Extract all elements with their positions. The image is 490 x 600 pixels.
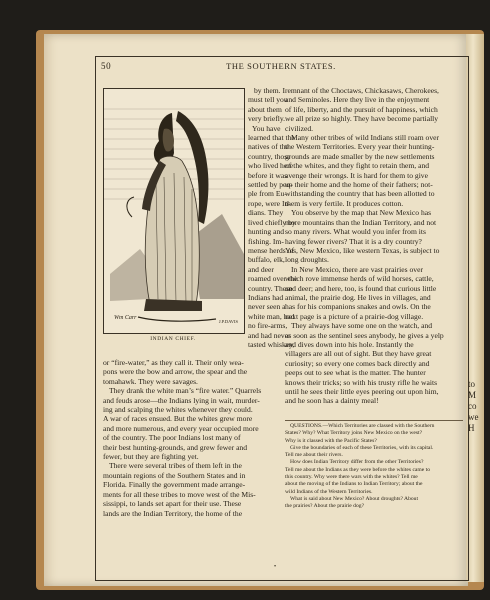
text-line: and deer; and here, too, is found that curious little <box>285 283 437 293</box>
text-line: Florida. Finally the government made arrange- <box>103 480 246 490</box>
text-line: villagers are all out of sight. But they have great <box>285 349 432 359</box>
text-line: and had never <box>248 330 291 340</box>
narrow-text-column <box>248 86 298 349</box>
text-line: Indians had <box>248 292 284 302</box>
text-line: ing and scalping the whites whenever they could. <box>103 405 253 415</box>
text-line: so many rivers. What would you infer from its <box>285 227 426 237</box>
text-line: mense herds of <box>248 245 294 255</box>
text-line: having fewer rivers? That it is a dry country? <box>285 236 422 246</box>
text-line: You observe by the map that New Mexico has <box>291 208 432 218</box>
text-line: and dives down into his hole. Instantly the <box>285 339 414 349</box>
text-line: A war of races ensued. But the whites grew more <box>103 414 253 424</box>
text-line: fewer, but they are fighting yet. <box>103 452 199 462</box>
text-line: grounds are made smaller by the new settlements <box>285 151 435 161</box>
text-line: very briefly. <box>248 114 286 124</box>
text-line: of life, liberty, and the pursuit of happiness, which <box>285 104 438 114</box>
page-number: 50 <box>101 61 112 71</box>
text-line: has for his companions snakes and owls. On the <box>285 302 431 312</box>
questions-block <box>285 423 463 511</box>
text-line: long droughts. <box>285 255 329 265</box>
text-line: by them. I <box>253 86 285 95</box>
text-line: ple from Eu- <box>248 189 287 199</box>
text-line: the Western Territories. Every year their hunting- <box>285 142 435 152</box>
text-line: fishing. Im- <box>248 236 284 246</box>
text-line: and he soon has a dainty meal! <box>285 396 379 406</box>
left-text-column <box>103 358 281 518</box>
text-line: knows their tricks; so with his trusty rifle he waits <box>285 377 438 387</box>
text-line: which rove immense herds of wild horses, cattle, <box>285 274 434 284</box>
question-line: How does Indian Territory differ from the other Territories? <box>290 459 424 466</box>
text-line: must tell you <box>248 95 288 105</box>
text-line: country, those <box>248 151 291 161</box>
text-line: natives of the <box>248 142 289 152</box>
text-line: tasted whiskey, <box>248 339 295 349</box>
question-line: What is said about New Mexico? About droughts? About <box>290 495 419 502</box>
text-line: and feuds arose—the Indians lying in wait, murder- <box>103 395 260 405</box>
text-line: ments for all these tribes to move west of the Mis- <box>103 489 256 499</box>
questions-divider <box>285 420 463 421</box>
question-line: Tell me about the Indians as they were before the whites came to <box>285 466 430 473</box>
text-line: In New Mexico, there are vast prairies over <box>291 264 423 274</box>
text-line: more mountains than the Indian Territory, and not <box>285 217 437 227</box>
question-line: this country. Why were there wars with the whites? Tell me <box>285 474 418 481</box>
text-line: roamed over the <box>248 274 298 284</box>
text-line: There were several tribes of them left in the <box>109 461 242 471</box>
text-line: until he sees their little eyes peering out upon him, <box>285 387 439 396</box>
text-line: settled by peo- <box>248 180 293 190</box>
text-line: lived chiefly by <box>248 217 296 227</box>
text-line: before it was <box>248 170 288 180</box>
right-text-column <box>285 86 463 406</box>
indian-chief-illustration <box>103 88 245 334</box>
text-line: pons were the bow and arrow, the spear and the <box>103 367 248 377</box>
text-line: never seen a <box>248 302 286 312</box>
question-line: wild Indians of the Western Territories. <box>285 488 373 495</box>
text-line: buffalo, elk, <box>248 255 285 265</box>
illustration-caption: INDIAN CHIEF. <box>150 336 196 342</box>
text-line: They drank the white man’s “fire water.” Quarrels <box>109 386 262 396</box>
text-line: learned that the <box>248 133 295 143</box>
question-line: States? Why? What Territory joins New Mexico on the west? <box>285 430 423 437</box>
question-line: Give the boundaries of each of these Territories, with its capital. <box>290 444 434 451</box>
text-line: dians. They <box>248 208 284 218</box>
text-line: sissippi, to lands set apart for their use. These <box>103 499 242 509</box>
text-line: withstanding the country that has been allotted to <box>285 189 435 199</box>
question-line: Tell me about their rivers. <box>285 452 343 459</box>
text-line: of the whites, and they fight to retain them, and <box>285 161 430 171</box>
text-line: tomahawk. They were savages. <box>103 376 198 386</box>
question-line: Why is it classed with the Pacific States? <box>285 437 377 444</box>
text-line: and more numerous, and every year occupied more <box>103 423 259 433</box>
text-line: country. These <box>248 283 293 293</box>
engraver-signature: J.P.DAVIS <box>218 319 238 324</box>
text-line: who lived here <box>248 161 294 171</box>
text-line: about them <box>248 104 282 114</box>
text-line: civilized. <box>285 123 314 133</box>
facing-page-text: to M co we H <box>468 379 479 433</box>
question-line: QUESTIONS.—Which Territories are classed with the Southern <box>290 423 435 429</box>
text-line: or “fire-water,” as they call it. Their only wea- <box>103 358 244 367</box>
text-line: them is very fertile. It produces cotton. <box>285 198 404 208</box>
text-line: and deer <box>248 264 274 274</box>
text-line: They always have some one on the watch, and <box>291 321 433 331</box>
text-line: next page is a picture of a prairie-dog village. <box>285 311 424 321</box>
text-line: and Seminoles. Here they live in the enjoyment <box>285 95 430 105</box>
text-line: You have <box>252 123 281 133</box>
text-line: white man, had <box>248 311 295 321</box>
page-header <box>95 61 467 75</box>
text-line: as soon as the sentinel sees anybody, he gives a yelp <box>285 330 444 340</box>
text-line: Many other tribes of wild Indians still roam over <box>291 133 440 143</box>
engraving-drawing <box>104 89 244 333</box>
text-line: Yes, New Mexico, like western Texas, is subject to <box>285 245 440 255</box>
text-line: rope, were In- <box>248 198 291 208</box>
question-line: the prairies? About the prairie dog? <box>285 503 365 510</box>
page-mark: • <box>274 564 277 570</box>
text-line: curiosity; so every one comes back directly and <box>285 358 430 368</box>
text-line: animal, the prairie dog. He lives in villages, and <box>285 292 431 302</box>
illustrator-signature: Wm Carr <box>114 315 137 321</box>
text-line: up their home and the home of their fathers; not- <box>285 180 433 190</box>
text-line: their best hunting-grounds, and grew fewer and <box>103 442 248 452</box>
text-line: remnant of the Choctaws, Chickasaws, Cherokees, <box>285 86 439 95</box>
running-title: THE SOUTHERN STATES. <box>226 61 336 71</box>
text-line: of the country. The poor Indians lost many of <box>103 433 241 443</box>
text-line: mountain regions of the Southern States and in <box>103 470 246 480</box>
text-line: we all prize so highly. They have become partially <box>285 114 439 124</box>
text-line: no fire-arms, <box>248 321 288 331</box>
text-line: avenge their wrongs. It is hard for them to give <box>285 170 428 180</box>
text-line: peeps out to see what is the matter. The hunter <box>285 368 426 378</box>
text-line: lands are the Indian Territory, the home of the <box>103 508 243 518</box>
question-line: about the moving of the Indians to Indian Territory; about the <box>285 481 423 488</box>
text-line: hunting and <box>248 227 285 237</box>
